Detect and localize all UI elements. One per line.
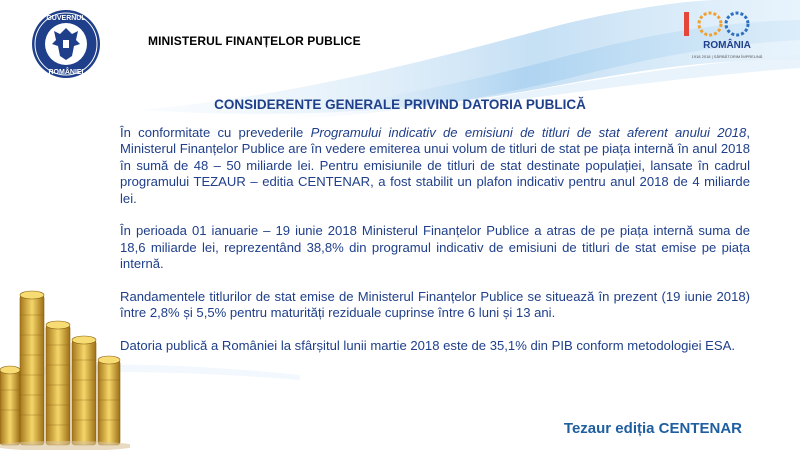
paragraph-4: Datoria publică a României la sfârșitul lunii martie 2018 este de 35,1% din PIB conform metodologiei ESA. — [120, 338, 736, 354]
seal-text-bottom: ROMÂNIEI — [48, 69, 84, 76]
romania-100-centenary-logo-icon — [672, 10, 782, 62]
gold-coins-stack-icon — [0, 270, 130, 450]
p1-text-b: , Ministerul Finanțelor Publice are în vedere emiterea unui volum de titluri de stat pe piața internă în anul 2018 în sumă de 48 – 50 miliarde lei. Pentru emisiunile de titluri de stat destinate populației, lansate în cadrul programului TEZAUR – editia CENTENAR, a fost stabilit un plafon indicativ pentru anul 2018 de 4 miliarde lei. — [120, 125, 750, 206]
page-title: CONSIDERENTE GENERALE PRIVIND DATORIA PUBLICĂ — [214, 97, 586, 112]
guvernul-romaniei-seal-icon — [30, 8, 102, 80]
paragraph-1 — [120, 125, 750, 207]
ministry-title: MINISTERUL FINANȚELOR PUBLICE — [148, 34, 361, 48]
seal-text-top: GUVERNUL — [46, 15, 86, 22]
logo-caption: 1918 2018 | SĂRBĂTORIM ÎMPREUNĂ — [691, 54, 763, 59]
footer-tagline: Tezaur ediția CENTENAR — [563, 420, 742, 437]
p1-text-a: În conformitate cu prevederile — [120, 125, 311, 140]
body-text — [120, 125, 750, 371]
paragraph-2: În perioada 01 ianuarie – 19 iunie 2018 Ministerul Finanțelor Publice a atras de pe piața internă suma de 18,6 miliarde lei, reprezentând 38,8% din programul indicativ de emisiuni de titluri de stat emise pe piața internă. — [120, 223, 750, 272]
logo-country: ROMÂNIA — [703, 40, 751, 51]
paragraph-3: Randamentele titlurilor de stat emise de Ministerul Finanțelor Publice se situează în prezent (19 iunie 2018) între 2,8% și 5,5% pentru maturități reziduale cuprinse între 6 luni și 13 ani. — [120, 289, 750, 321]
p1-italic-program: Programului indicativ de emisiuni de titluri de stat aferent anului 2018 — [310, 125, 747, 140]
